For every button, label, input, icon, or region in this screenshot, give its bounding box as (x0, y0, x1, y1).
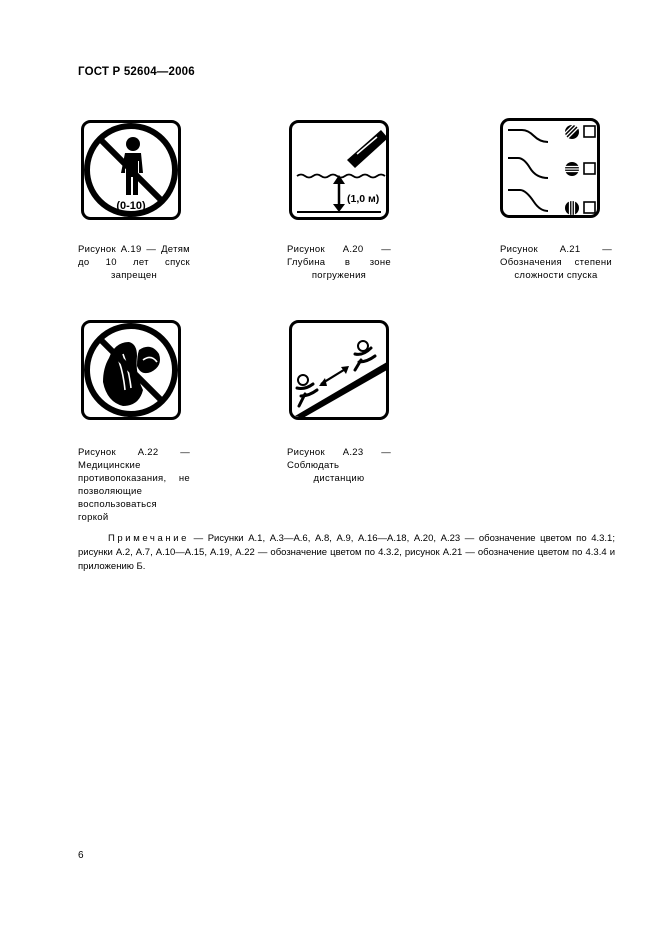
figure-a20-depth-sign (289, 120, 389, 220)
figure-a19-age-label: (0-10) (116, 200, 146, 212)
document-header: ГОСТ Р 52604—2006 (78, 66, 195, 78)
figure-a19-caption: Рисунок А.19 — Детям до 10 лет спуск запрещен (78, 244, 190, 281)
figure-a21-difficulty-sign (500, 118, 600, 218)
note-lead: Примечание (108, 533, 189, 544)
figure-a20-depth-label: (1,0 м) (347, 193, 380, 205)
figure-a23-caption: Рисунок А.23 — Соблюдать дистанцию (287, 447, 391, 484)
figure-a19-no-children-sign (81, 120, 181, 220)
figure-a22-medical-sign (81, 320, 181, 420)
figure-a23-keep-distance-sign (289, 320, 389, 420)
figure-a22-caption: Рисунок А.22 — Медицинские противопоказания, не позволяющие воспользоваться горкой (78, 447, 190, 523)
page-number: 6 (78, 850, 84, 861)
note-text: — Рисунки А.1, А.3—А.6, А.8, А.9, А.16—А.18, А.20, А.23 — обозначение цветом по 4.3.1; рисунки А.2, А.7, А.10—А.15, А.19, А.22 — обозначение цветом по 4.3.2, рисунок А.21 — обозначение цветом по 4.3.4 и приложению Б. (78, 533, 615, 572)
note-paragraph (78, 532, 615, 574)
figure-a21-caption: Рисунок А.21 — Обозначения степени сложности спуска (500, 244, 612, 281)
figure-a20-caption: Рисунок А.20 — Глубина в зоне погружения (287, 244, 391, 281)
